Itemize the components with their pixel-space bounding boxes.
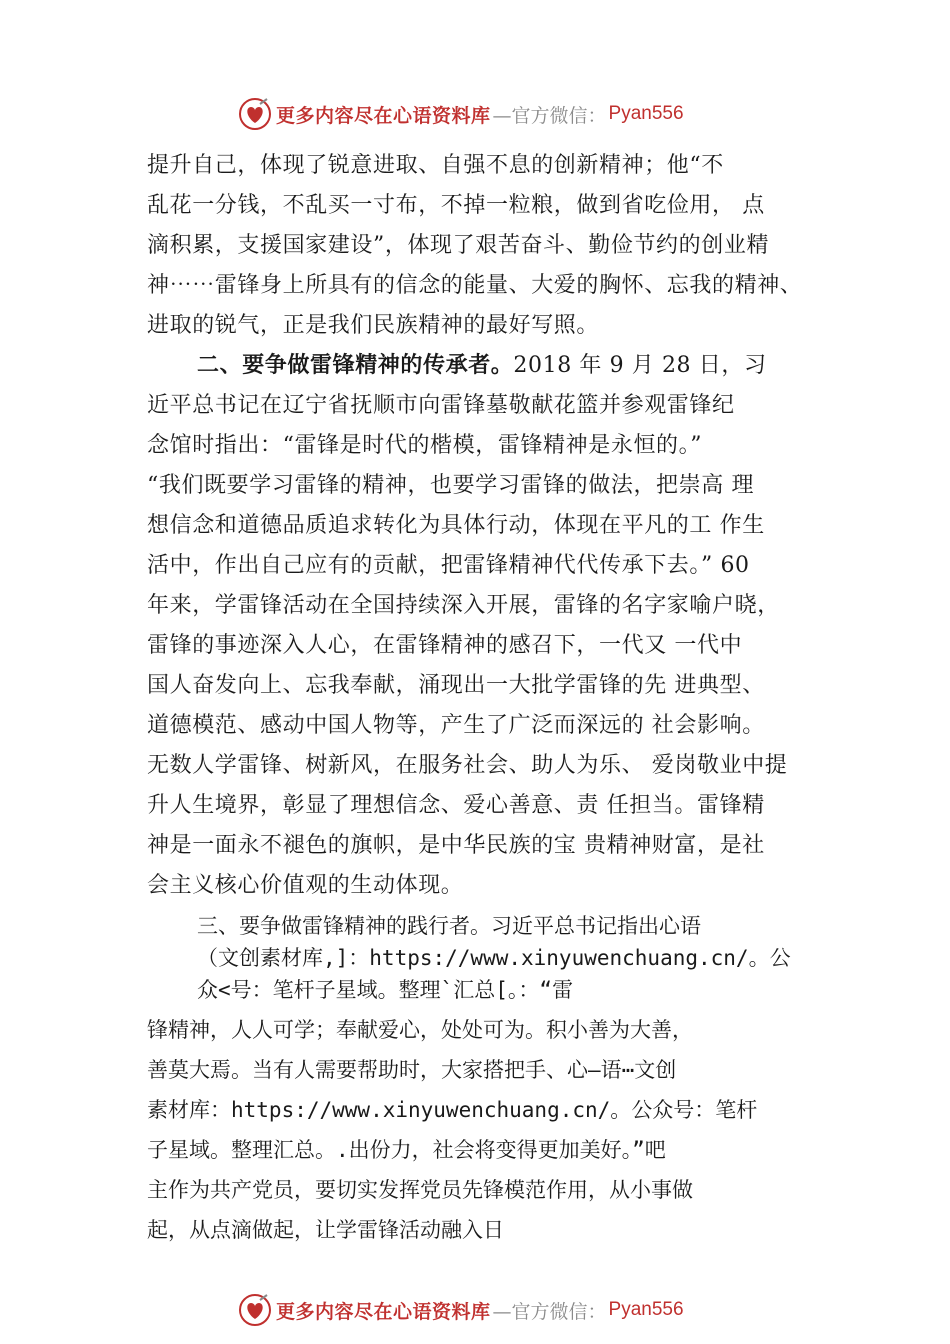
body-line: 素材库：https://www.xinyuwenchuang.cn/。公众号：笔杆 — [147, 1098, 758, 1122]
body-line: 道德模范、感动中国人物等，产生了广泛而深远的 社会影响。 — [147, 713, 765, 738]
body-line: 起，从点滴做起，让学雷锋活动融入日 — [147, 1218, 504, 1242]
section-2-date: 2018 年 9 月 28 日，习 — [513, 353, 767, 378]
section-heading-line — [197, 346, 767, 386]
body-line: 滴积累，支援国家建设”，体现了艰苦奋斗、勤俭节约的创业精 — [147, 233, 770, 258]
body-line: 锋精神，人人可学；奉献爱心，处处可为。积小善为大善， — [147, 1018, 693, 1042]
body-line: 升人生境界，彰显了理想信念、爱心善意、责 任担当。雷锋精 — [147, 793, 765, 818]
body-line: 会主义核心价值观的生动体现。 — [147, 873, 464, 898]
body-line: 神⋯⋯雷锋身上所具有的信念的能量、大爱的胸怀、忘我的精神、 — [147, 273, 803, 298]
heart-pen-logo-icon — [238, 97, 272, 131]
body-line: 年来，学雷锋活动在全国持续深入开展，雷锋的名字家喻户晓， — [147, 593, 780, 618]
brand-text: 更多内容尽在心语资料库 — [276, 104, 491, 127]
body-line: 提升自己，体现了锐意进取、自强不息的创新精神；他“不 — [147, 153, 724, 178]
body-line: 念馆时指出：“雷锋是时代的楷模，雷锋精神是永恒的。” — [147, 433, 703, 458]
body-line: 无数人学雷锋、树新风，在服务社会、助人为乐、 爱岗敬业中提 — [147, 753, 788, 778]
brand-text: 更多内容尽在心语资料库 — [276, 1300, 491, 1323]
wechat-id: Pyan556 — [608, 103, 684, 124]
body-line: 众<号：笔杆子星域。整理`汇总[。：“雷 — [197, 978, 574, 1002]
body-line: 主作为共产党员，要切实发挥党员先锋模范作用，从小事做 — [147, 1178, 693, 1202]
body-line: 善莫大焉。当有人需要帮助时，大家搭把手、心—语⋯文创 — [147, 1058, 677, 1082]
body-line: 子星域。整理汇总。.出份力，社会将变得更加美好。”吧 — [147, 1138, 666, 1162]
wechat-label: —官方微信： — [492, 1300, 607, 1323]
body-line: 近平总书记在辽宁省抚顺市向雷锋墓敬献花篮并参观雷锋纪 — [147, 393, 735, 418]
body-line: 雷锋的事迹深入人心，在雷锋精神的感召下，一代又 一代中 — [147, 633, 743, 658]
heart-pen-logo-icon — [238, 1293, 272, 1327]
header-watermark — [238, 94, 738, 134]
section-2-heading: 二、要争做雷锋精神的传承者。 — [197, 353, 514, 378]
body-line: 进取的锐气，正是我们民族精神的最好写照。 — [147, 313, 600, 338]
body-line: 活中，作出自己应有的贡献，把雷锋精神代代传承下去。” 60 — [147, 553, 750, 578]
body-line: “我们既要学习雷锋的精神，也要学习雷锋的做法，把崇高 理 — [147, 473, 755, 498]
body-line: 国人奋发向上、忘我奉献，涌现出一大批学雷锋的先 进典型、 — [147, 673, 765, 698]
body-line: 三、要争做雷锋精神的践行者。习近平总书记指出心语 — [197, 914, 701, 938]
body-line: 神是一面永不褪色的旗帜，是中华民族的宝 贵精神财富，是社 — [147, 833, 765, 858]
wechat-id: Pyan556 — [608, 1299, 684, 1320]
wechat-label: —官方微信： — [492, 104, 607, 127]
body-line: （文创素材库,]：https://www.xinyuwenchuang.cn/。公 — [197, 946, 791, 970]
body-line: 乱花一分钱，不乱买一寸布，不掉一粒粮，做到省吃俭用， 点 — [147, 193, 765, 218]
body-line: 想信念和道德品质追求转化为具体行动，体现在平凡的工 作生 — [147, 513, 765, 538]
footer-watermark — [238, 1290, 738, 1330]
